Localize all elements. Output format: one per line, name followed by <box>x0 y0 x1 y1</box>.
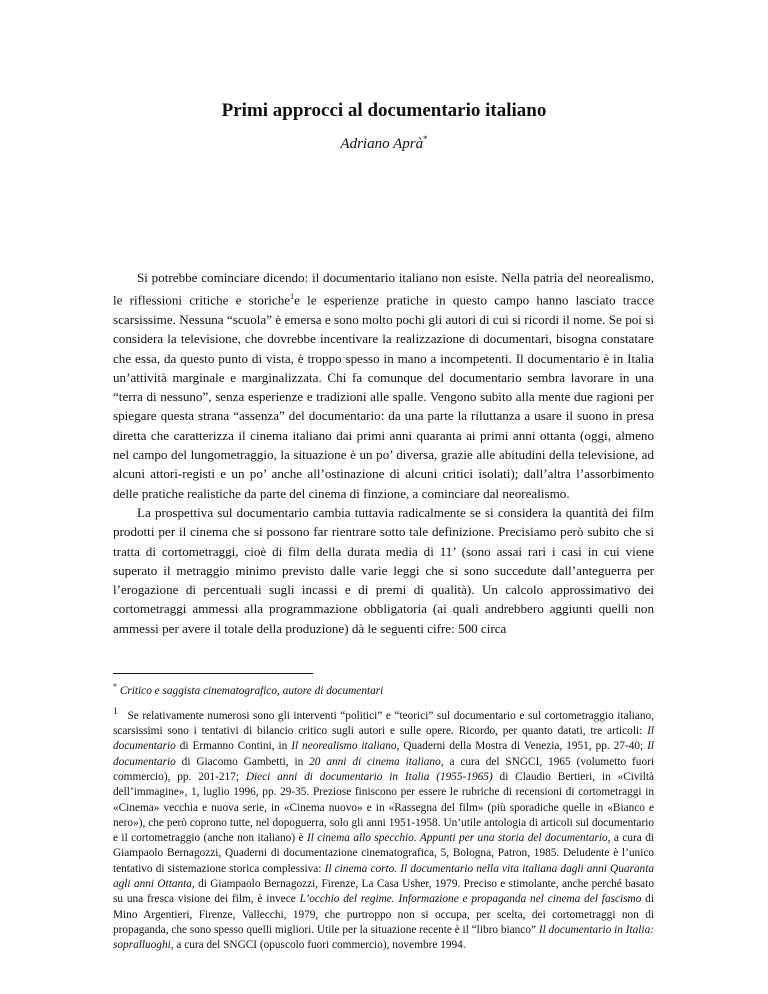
author-line <box>0 134 768 153</box>
paragraph-1-text-b: e le esperienze pratiche in questo campo hanno lasciato tracce scarsissime. Nessuna “scuola” è emersa e sono molto pochi gli autori di cui si ricordi il nome. Se poi si considera la televisione, che dovrebbe incentivare la realizzazione di documentari, bisogna constatare che essa, da questo punto di vista, è troppo spesso in mano a incompetenti. Il documentario è in Italia un’attività marginale e marginalizzata. Chi fa comunque del documentario sembra lavorare in una “terra di nessuno”, senza esperienze e tradizioni alle spalle. Vengono subito alla mente due ragioni per spiegare questa strana “assenza” del documentario: da una parte la riluttanza a usare il suono in presa diretta che caratterizza il cinema italiano dai primi anni quaranta ai primi anni ottanta (oggi, almeno nel campo del lungometraggio, la situazione è un po’ diversa, grazie alle abitudini della televisione, ad alcuni attori-registi e un po’ anche all’ostinazione di alcuni critici isolati); dall’altra l’assorbimento delle pratiche realistiche da parte del cinema di finzione, a cominciare dal neorealismo. <box>113 292 655 501</box>
footnote-1-number: 1 <box>113 706 118 716</box>
footnote-star <box>113 679 654 699</box>
footnote-1-segment: , di Giampaolo Bernagozzi, Firenze, La Casa Usher, 1979. Preciso e stimolante, anche perché basato su una fresca visione dei film, è invece <box>113 878 654 906</box>
footnote-1-title: Il cinema allo specchio. Appunti per una storia del documentario <box>306 832 608 845</box>
footnote-1-title: Il cinema corto. Il documentario nella vita italiana dagli anni Quaranta agli anni Ottanta <box>113 862 654 891</box>
footnote-1-title: Dieci anni di documentario in Italia (1955-1965) <box>245 770 493 783</box>
footnote-1-segment: , a cura del SNGCI, 1965 (volumetto fuori commercio), pp. 201-217; <box>113 755 655 783</box>
footnote-1-title: Il documentario <box>113 740 654 768</box>
footnote-1-segment: , a cura del SNGCI (opuscolo fuori commercio), novembre 1994. <box>170 939 466 952</box>
footnote-1-title: Il neorealismo italiano <box>291 740 397 753</box>
footnote-1-title: 20 anni di cinema italiano <box>309 755 441 768</box>
article-title: Primi approcci al documentario italiano <box>221 100 547 121</box>
paragraph-1-text-a: Si potrebbe cominciare dicendo: il documentario italiano non esiste. Nella patria del neorealismo, le riflessioni critiche e storiche <box>113 270 654 308</box>
footnote-1-segment: Se relativamente numerosi sono gli interventi “politici” e “teorici” sul documentario e sul cortometraggio italiano, scarsissimi sono i tentativi di bilancio critico sugli autori e sulle opere. Ricordo, per quanto datati, tre articoli: <box>113 709 654 738</box>
footnote-1-text <box>113 710 654 951</box>
author-name: Adriano Aprà <box>340 136 424 152</box>
footnote-1-segment: di Claudio Bertieri, in «Civiltà dell’immagine», 1, luglio 1996, pp. 29-35. Preziose finiscono per essere le rubriche di recensioni di cortometraggi in «Cinema» vecchia e nuova serie, in «Cinema nuovo» e in «Rassegna del film» (più sporadiche quelle in «Bianco e nero»), che però coprono tutte, nel dopoguerra, solo gli anni 1951-1958. Un’utile antologia di articoli sul documentario e il cortometraggio (anche non italiano) è <box>113 770 654 845</box>
paragraph-1 <box>113 268 654 503</box>
footnote-1-segment: di Mino Argentieri, Firenze, Vallecchi, 1979, che purtroppo non si occupa, per scelta, dei cortometraggi non di propaganda, che sono spesso quelli migliori. Utile per la situazione recente è il “libro bianco” <box>113 893 654 936</box>
footnote-1-title: Il documentario <box>113 725 654 753</box>
author-footnote-mark: * <box>423 134 428 144</box>
footnote-star-mark: * <box>113 682 117 691</box>
footnote-1-title: L’occhio del regime. Informazione e propaganda nel cinema del fascismo <box>299 893 642 906</box>
footnote-1-segment: di Giacomo Gambetti, in <box>175 755 310 768</box>
footnote-1 <box>113 704 654 954</box>
footnote-ref-1: 1 <box>290 292 295 302</box>
footnote-1-segment: , Quaderni della Mostra di Venezia, 1951, pp. 27-40; <box>396 740 648 753</box>
footnote-star-text: Critico e saggista cinematografico, autore di documentari <box>119 684 384 697</box>
paragraph-2: La prospettiva sul documentario cambia tuttavia radicalmente se si considera la quantità dei film prodotti per il cinema che si possono far rientrare sotto tale definizione. Precisiamo però subito che si tratta di cortometraggi, cioè di film della durata media di 11’ (sono assai rari i casi in cui viene superato il metraggio minimo previsto dalle varie leggi che si sono succedute dall’anteguerra per l’erogazione di percentuali sugli incassi e di premi di qualità). Un calcolo approssimativo dei cortometraggi ammessi alla programmazione obbligatoria (ai quali andrebbero aggiunti quelli non ammessi per avere il totale della produzione) dà le seguenti cifre: 500 circa <box>113 504 654 636</box>
footnote-1-segment: di Ermanno Contini, in <box>175 740 292 753</box>
footnote-1-title: Il documentario in Italia: sopralluoghi <box>113 923 654 952</box>
article-body <box>113 268 654 638</box>
footnote-separator <box>113 673 313 674</box>
footnote-1-segment: , a cura di Giampaolo Bernagozzi, Quaderni di documentazione cinematografica, 5, Bologna, Patron, 1985. Deludente è l’unico tentativo di sistemazione storica complessiva: <box>113 832 654 875</box>
